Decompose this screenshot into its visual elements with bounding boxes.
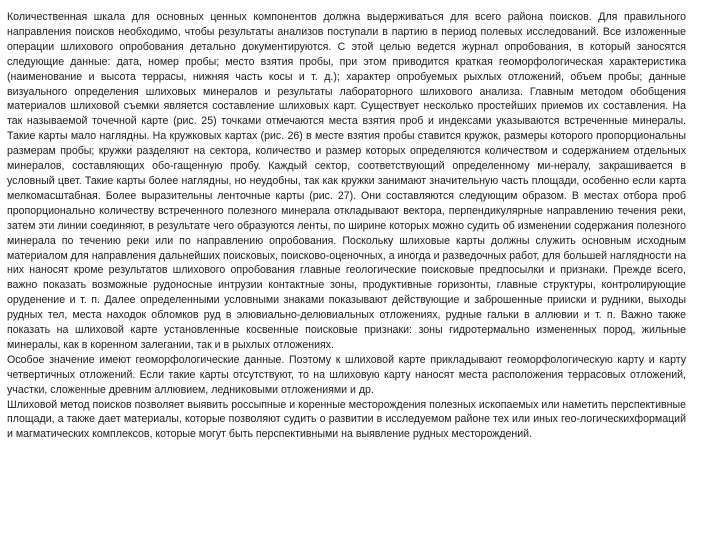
paragraph-3: Шлиховой метод поисков позволяет выявить россыпные и коренные месторождения полезных ископаемых или наметить перспективные площади, а также дает материалы, которые позволяют судить о развитии в исследуемом районе тех или иных гео-логическихформаций и магматических комплексов, которые могут быть перспективными на выявление рудных месторождений. bbox=[7, 398, 686, 441]
paragraph-1: Количественная шкала для основных ценных компонентов должна выдерживаться для всего района поисков. Для правильного направления поисков необходимо, чтобы результаты анализов поступали в партию в период полевых исследований. Все изложенные операции шлихового опробования детально документируются. С этой целью ведется журнал опробования, в который заносятся следующие данные: дата, номер пробы; место взятия пробы, при этом приводится краткая геоморфологическая характеристика (наименование и высота террасы, нижняя часть косы и т. д.); характер опробуемых рыхлых отложений, объем пробы; данные визуального определения шлиховых минералов и результаты лабораторного шлихового анализа. Главным методом обобщения материалов шлиховой съемки является составление шлиховых карт. Существует несколько простейших приемов их составления. На так называемой точечной карте (рис. 25) точками отмечаются места взятия проб и индексами указываются встреченные минералы. Такие карты мало наглядны. На кружковых картах (рис. 26) в месте взятия пробы ставится кружок, размеры которого пропорциональны размерам пробы; кружки разделяют на сектора, количество и размер которых определяются количеством и содержанием отдельных минералов, составляющих обо-гащенную пробу. Каждый сектор, соответствующий определенному ми-нералу, закрашивается в условный цвет. Такие карты более наглядны, но неудобны, так как кружки занимают значительную часть площади, особенно если карта мелкомасштабная. Более выразительны ленточные карты (рис. 27). Они составляются следующим образом. В местах отбора проб пропорционально количеству встреченного полезного минерала откладывают вектора, перпендикулярные направлению течения реки, затем эти линии соединяют, в результате чего образуются ленты, по ширине которых можно судить об изменении содержания полезного минерала по течению реки или по направлению опробования. Поскольку шлиховые карты должны служить основным исходным материалом для направления дальнейших поисковых, поисково-оценочных, а иногда и разведочных работ, для большей наглядности на них наносят кроме результатов шлихового опробования главные геологические поисковые предпосылки и признаки. Прежде всего, важно показать возможные рудоносные интрузии контактные зоны, продуктивные горизонты, главные структуры, контролирующие оруденение и т. п. Далее определенными условными знаками показывают действующие и заброшенные прииски и рудники, выходы рудных тел, места находок обломков руд в элювиально-делювиальных отложениях, рудные гальки в аллювии и т. п. Важно также показать на шлиховой карте установленные косвенные поисковые признаки: зоны гидротермально измененных пород, жильные минералы, как в коренном залегании, так и в рыхлых отложениях. bbox=[7, 11, 687, 351]
paragraph-2: Особое значение имеют геоморфологические данные. Поэтому к шлиховой карте прикладывают геоморфологическую карту и карту четвертичных отложений. Если такие карты отсутствуют, то на шлиховую карту наносят места расположения террасовых отложений, участки, сложенные древним аллювием, ледниковыми отложениями и др. bbox=[7, 353, 686, 396]
document-page bbox=[7, 10, 686, 442]
